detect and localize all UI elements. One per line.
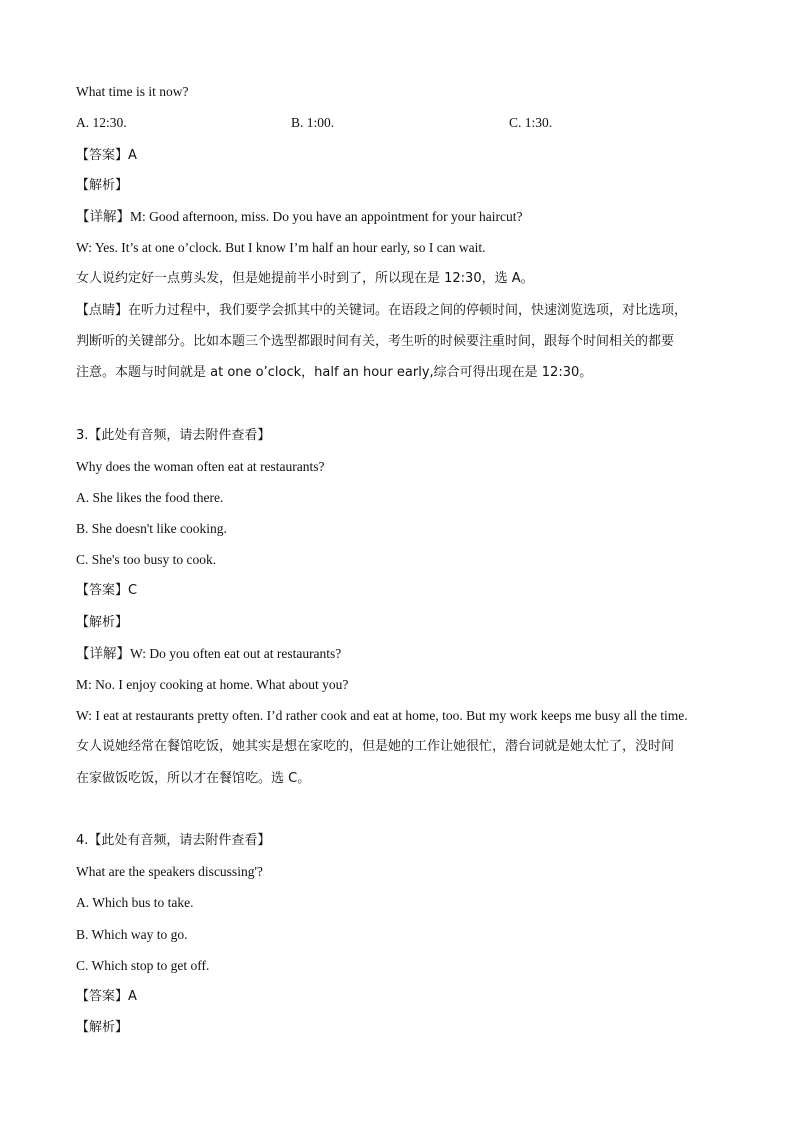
q2-answer <box>76 146 137 165</box>
q3-explain-line2: 在家做饭吃饭，所以才在餐馆吃。选 C。 <box>76 771 311 786</box>
q3-detail-line2: M: No. I enjoy cooking at home. What about you? <box>76 677 349 692</box>
q2-detail-line1: 【详解】M: Good afternoon, miss. Do you have an appointment for your haircut? <box>76 209 523 224</box>
q3-option-b: B. She doesn't like cooking. <box>76 521 227 536</box>
q4-option-b: B. Which way to go. <box>76 927 188 942</box>
q2-explanation: 女人说约定好一点剪头发，但是她提前半小时到了，所以现在是 12:30，选 A。 <box>76 271 534 286</box>
q2-option-a: A. 12:30. <box>76 115 127 130</box>
q2-tip-line3: 注意。本题与时间就是 at one o’clock，half an hour early,综合可得出现在是 12:30。 <box>76 365 593 380</box>
q3-answer: 【答案】C <box>76 583 138 598</box>
q3-analysis-label: 【解析】 <box>76 615 129 630</box>
q3-option-a: A. She likes the food there. <box>76 490 224 505</box>
q3-explain-line1: 女人说她经常在餐馆吃饭，她其实是想在家吃的，但是她的工作让她很忙，潜台词就是她太忙了，没时间 <box>76 739 675 754</box>
q2-analysis-label: 【解析】 <box>76 178 129 193</box>
q3-header: 3.【此处有音频，请去附件查看】 <box>76 428 271 443</box>
q4-answer: 【答案】A <box>76 989 137 1004</box>
q3-option-c: C. She's too busy to cook. <box>76 552 217 567</box>
q3-question: Why does the woman often eat at restaurants? <box>76 459 325 474</box>
q4-question: What are the speakers discussing'? <box>76 864 263 879</box>
q4-header: 4.【此处有音频，请去附件查看】 <box>76 833 271 848</box>
q2-option-b: B. 1:00. <box>291 115 335 130</box>
q2-tip-line1: 【点睛】在听力过程中，我们要学会抓其中的关键词。在语段之间的停顿时间，快速浏览选项，对比选项， <box>76 303 688 318</box>
q4-analysis-label: 【解析】 <box>76 1020 129 1035</box>
q2-question: What time is it now? <box>76 84 189 99</box>
q3-detail-line1: 【详解】W: Do you often eat out at restaurants? <box>76 646 342 661</box>
q2-detail-line2: W: Yes. It’s at one o’clock. But I know I’m half an hour early, so I can wait. <box>76 240 486 255</box>
q2-option-c: C. 1:30. <box>509 115 553 130</box>
q4-option-a: A. Which bus to take. <box>76 895 194 910</box>
q4-option-c: C. Which stop to get off. <box>76 958 210 973</box>
q3-detail-line3: W: I eat at restaurants pretty often. I’d rather cook and eat at home, too. But my work keeps me busy all the time. <box>76 708 688 723</box>
q2-answer-text: 【答案】A <box>76 148 137 163</box>
q2-tip-line2: 判断听的关键部分。比如本题三个选型都跟时间有关，考生听的时候要注重时间，跟每个时间相关的都要 <box>76 334 675 349</box>
